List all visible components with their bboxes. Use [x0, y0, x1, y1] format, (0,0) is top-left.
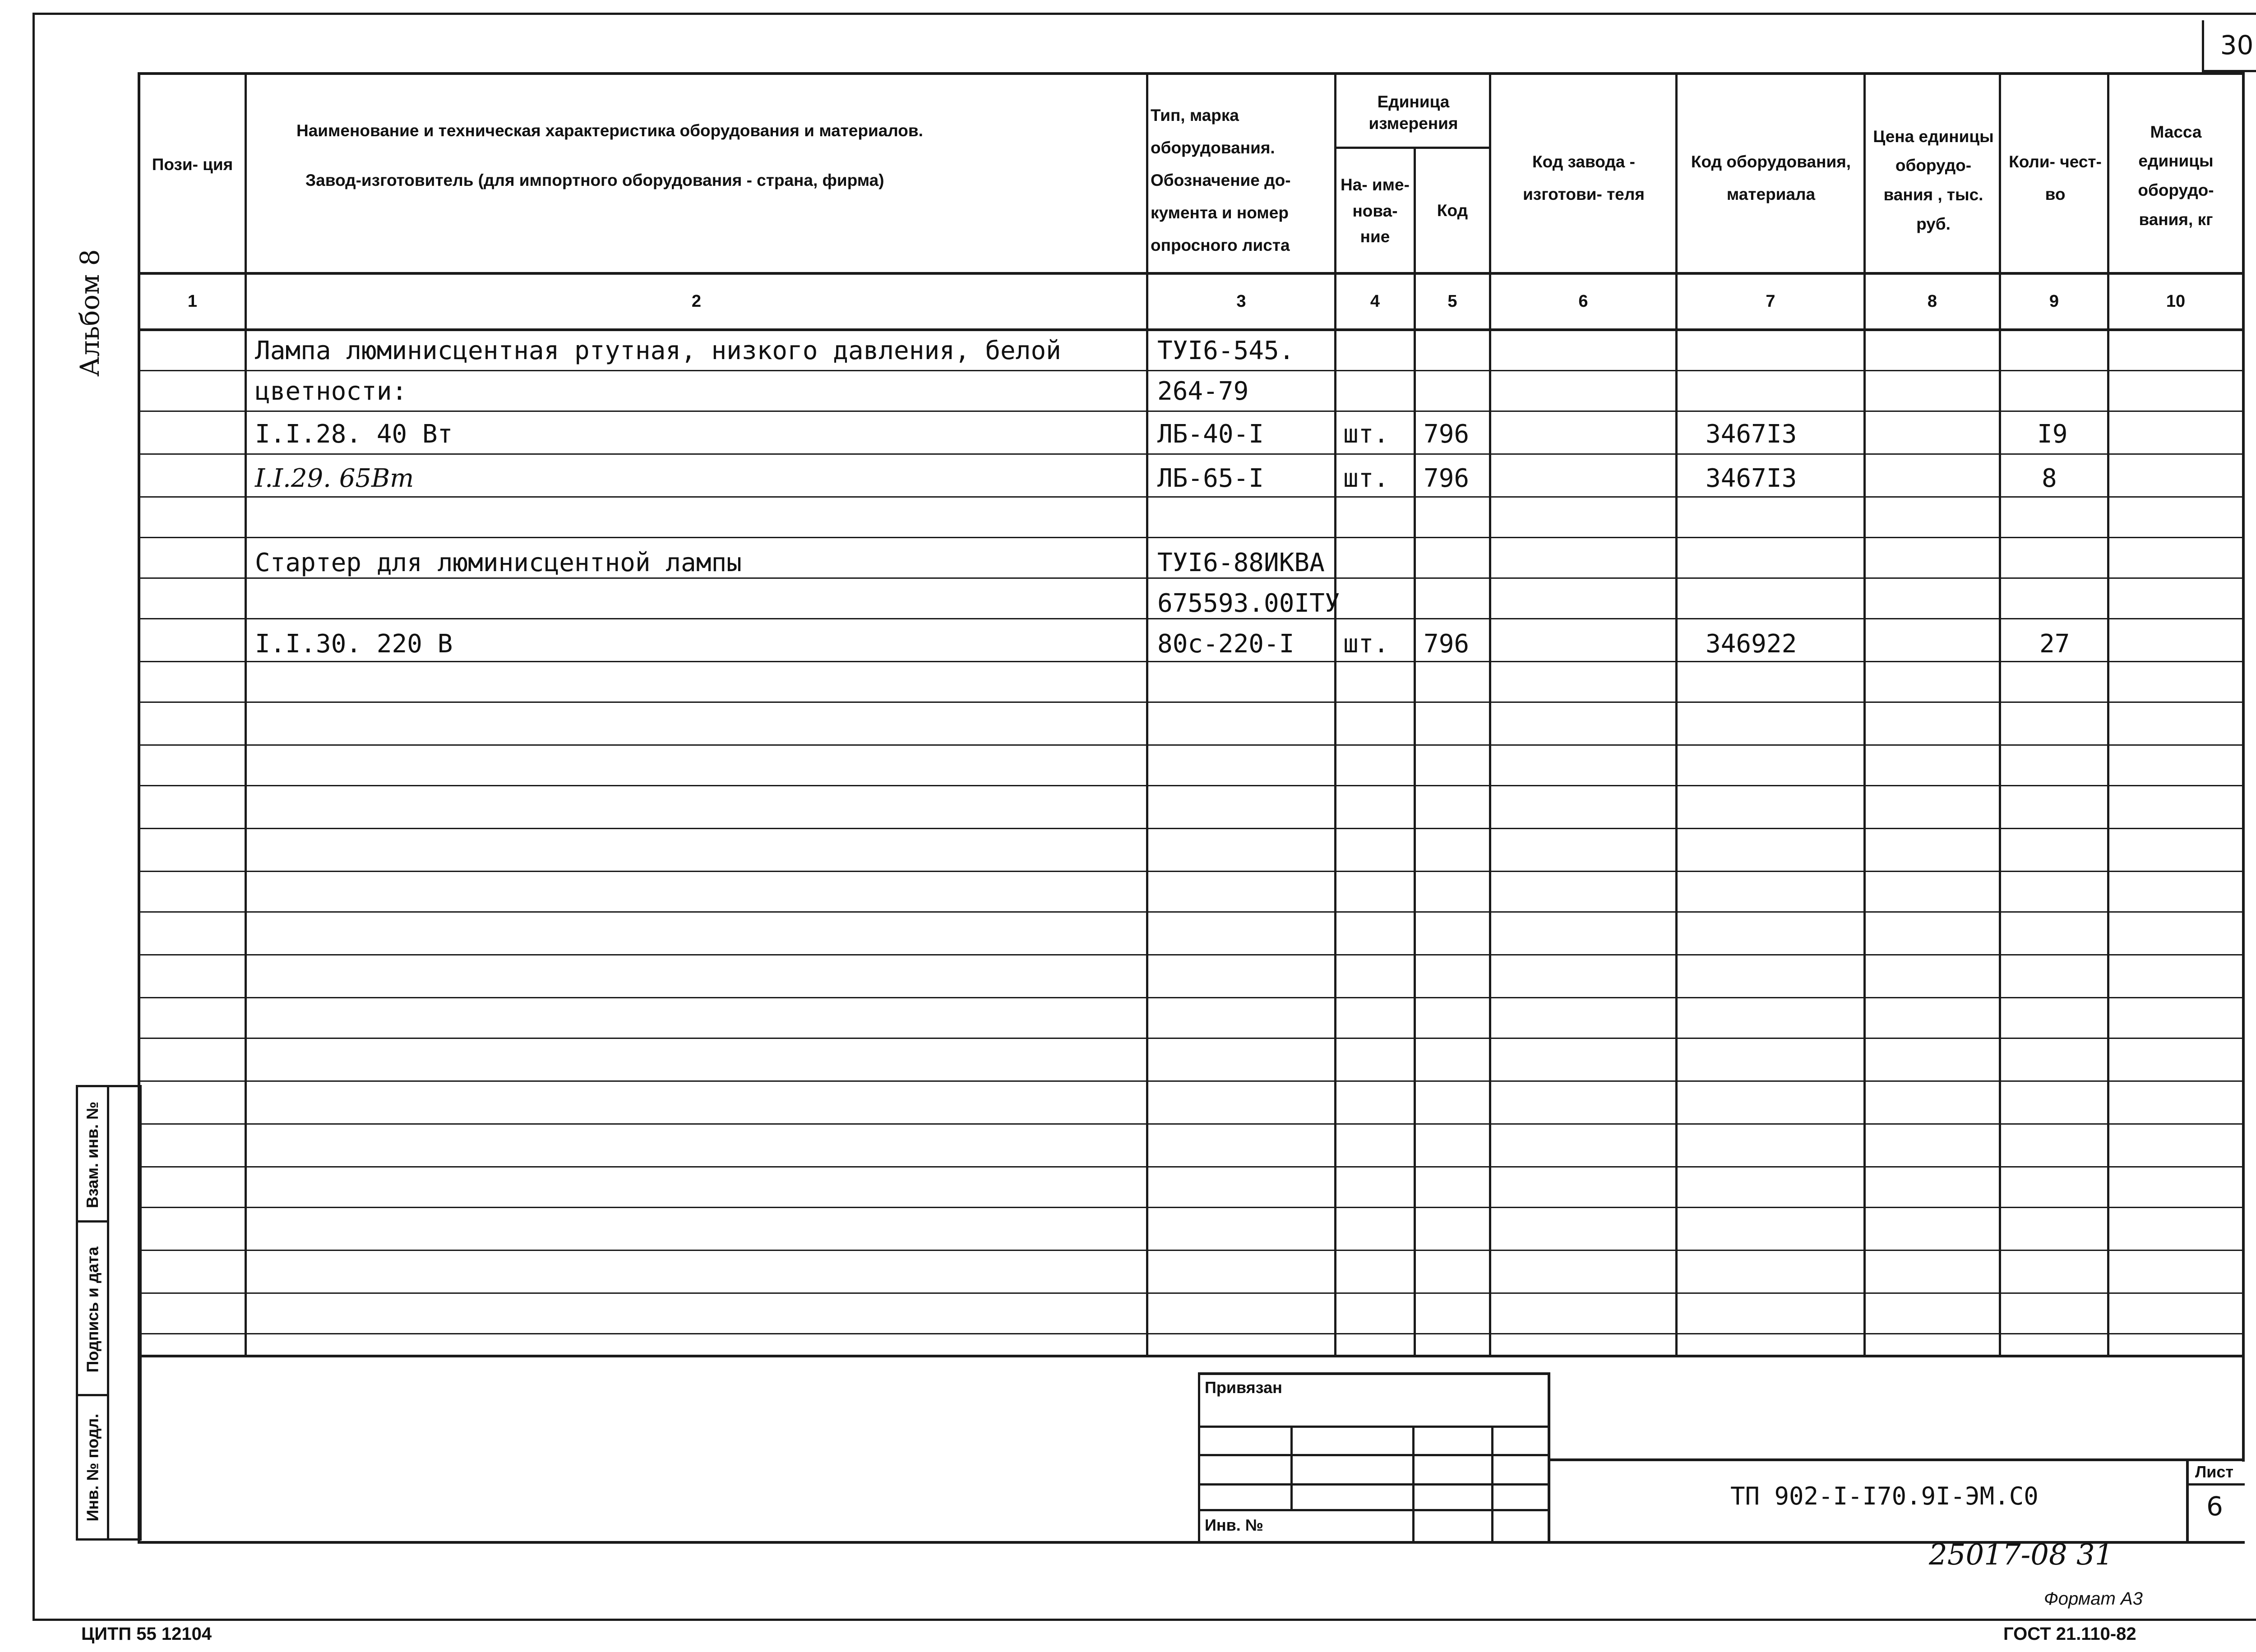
side-stamp — [76, 1085, 142, 1541]
row-3-type: ЛБ-40-I — [1157, 420, 1264, 449]
row-8-name: I.I.30. 220 В — [255, 629, 453, 659]
row-divider — [138, 1080, 2245, 1082]
row-divider — [138, 1038, 2245, 1039]
colnum-6: 6 — [1578, 292, 1588, 311]
colnum-8: 8 — [1927, 292, 1937, 311]
row-3-name: I.I.28. 40 Вт — [255, 420, 453, 449]
colnum-7: 7 — [1766, 292, 1775, 311]
colnum-5: 5 — [1447, 292, 1457, 311]
header-name: Наименование и техническая характеристика оборудования и материалов. — [296, 121, 923, 140]
header-type: Тип, марка оборудования. Обозначение до- кумента и номер опросного листа — [1151, 106, 1291, 255]
row-divider — [138, 577, 2245, 579]
row-divider — [138, 997, 2245, 998]
row-divider — [138, 370, 2245, 371]
row-divider — [138, 785, 2245, 786]
row-6-name: Стартер для люминисцентной лампы — [255, 548, 742, 577]
list-number: 6 — [2206, 1491, 2223, 1522]
row-3-unit: шт. — [1343, 420, 1389, 449]
row-8-type: 80с-220-I — [1157, 629, 1294, 659]
handwritten-number: 25017-08 31 — [1929, 1538, 2113, 1572]
header-quantity: Коли- чест- во — [2009, 152, 2102, 203]
stamp-inv-no: Инв. № — [1205, 1516, 1263, 1534]
row-3-code: 796 — [1424, 420, 1470, 449]
row-divider — [138, 1123, 2245, 1125]
row-divider — [138, 537, 2245, 538]
sheet-corner-number: 30 — [2202, 20, 2256, 72]
colnum-3: 3 — [1236, 292, 1246, 311]
stamp-privyazan: Привязан — [1205, 1378, 1282, 1397]
row-2-name: цветности: — [255, 377, 407, 406]
side-inv-vzam: Взам. инв. № — [83, 1101, 102, 1209]
row-divider — [138, 618, 2245, 619]
header-position: Пози- ция — [152, 155, 233, 174]
side-inv-podl: Инв. № подл. — [83, 1413, 102, 1521]
row-3-material-code: 3467I3 — [1706, 420, 1797, 449]
row-divider — [138, 1207, 2245, 1208]
header-mass: Масса единицы оборудо- вания, кг — [2138, 122, 2214, 229]
row-4-code: 796 — [1424, 464, 1470, 493]
row-8-code: 796 — [1424, 629, 1470, 659]
tsitp-label: ЦИТП 55 12104 — [81, 1624, 212, 1644]
row-divider — [138, 871, 2245, 872]
row-7-type: 675593.00IТУ — [1157, 589, 1340, 618]
row-1-name: Лампа люминисцентная ртутная, низкого давления, белой — [255, 336, 1061, 365]
album-label: Альбом 8 — [74, 249, 105, 377]
row-divider — [138, 954, 2245, 955]
row-divider — [138, 828, 2245, 829]
row-divider — [138, 411, 2245, 412]
row-4-name: I.I.29. 65Вт — [255, 464, 414, 493]
colnum-1: 1 — [187, 292, 198, 311]
row-8-material-code: 346922 — [1706, 629, 1797, 659]
row-divider — [138, 496, 2245, 498]
row-divider — [138, 453, 2245, 455]
row-divider — [138, 1292, 2245, 1294]
row-divider — [138, 1166, 2245, 1167]
document-code: ТП 902-I-I70.9I-ЭМ.С0 — [1730, 1482, 2039, 1510]
format-label: Формат А3 — [2044, 1589, 2143, 1609]
header-manufacturer: Завод-изготовитель (для импортного оборудования - страна, фирма) — [305, 171, 884, 189]
row-divider — [138, 1333, 2245, 1334]
header-factory-code: Код завода - изготови- теля — [1523, 152, 1645, 203]
row-4-quantity: 8 — [2042, 464, 2057, 493]
colnum-10: 10 — [2166, 292, 2186, 311]
row-divider — [138, 911, 2245, 913]
colnum-9: 9 — [2049, 292, 2059, 311]
row-divider — [138, 1250, 2245, 1251]
row-6-type: ТУI6-88ИКВА — [1157, 548, 1325, 577]
row-8-quantity: 27 — [2039, 629, 2070, 659]
header-unit: Единица измерения — [1368, 92, 1458, 133]
row-divider — [138, 701, 2245, 703]
header-material-code: Код оборудования, материала — [1691, 152, 1851, 203]
header-price: Цена единицы оборудо- вания , тыс. руб. — [1873, 127, 1994, 233]
row-4-unit: шт. — [1343, 464, 1389, 493]
specification-table — [138, 72, 2245, 1534]
side-podpis: Подпись и дата — [83, 1246, 102, 1372]
colnum-4: 4 — [1370, 292, 1380, 311]
colnum-2: 2 — [691, 292, 702, 311]
gost-label: ГОСТ 21.110-82 — [2003, 1624, 2136, 1644]
row-4-material-code: 3467I3 — [1706, 464, 1797, 493]
row-8-unit: шт. — [1343, 629, 1389, 659]
row-divider — [138, 661, 2245, 662]
row-divider — [138, 744, 2245, 746]
row-3-quantity: I9 — [2037, 420, 2068, 449]
row-1-type: ТУI6-545. — [1157, 336, 1294, 365]
header-unit-code: Код — [1437, 201, 1468, 220]
header-unit-name: На- име- нова- ние — [1341, 175, 1410, 246]
row-2-type: 264-79 — [1157, 377, 1249, 406]
list-label: Лист — [2195, 1463, 2234, 1481]
row-4-type: ЛБ-65-I — [1157, 464, 1264, 493]
